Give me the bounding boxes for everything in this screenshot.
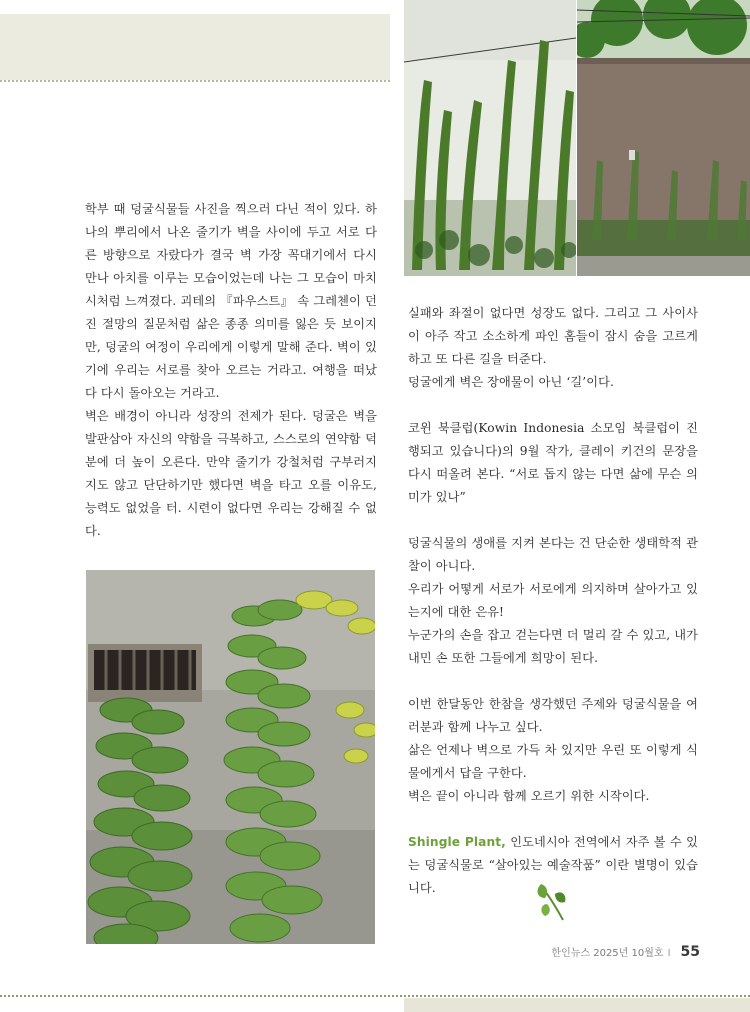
page-footer bbox=[520, 944, 700, 960]
left-article-column bbox=[85, 198, 377, 543]
page-number: 55 bbox=[680, 944, 700, 960]
article-paragraph: 벽은 끝이 아니라 함께 오르기 위한 시작이다. bbox=[408, 789, 650, 803]
photo-brown-wall-vines bbox=[577, 0, 750, 276]
right-article-column bbox=[408, 302, 698, 900]
article-paragraph: 코윈 북클럽(Kowin Indonesia 소모임 북클럽이 진행되고 있습니다)의 9월 작가, 클레이 키건의 문장을 다시 떠올려 본다. “서로 돕지 않는 다면 삶에 무슨 의미가 있나” bbox=[408, 421, 698, 504]
article-paragraph: 누군가의 손을 잡고 걷는다면 더 멀리 갈 수 있고, 내가 내민 손 또한 그들에게 희망이 된다. bbox=[408, 628, 698, 665]
article-paragraph: 덩굴식물의 생애를 지켜 본다는 건 단순한 생태학적 관찰이 아니다. bbox=[408, 536, 698, 573]
article-paragraph: 실패와 좌절이 없다면 성장도 없다. 그리고 그 사이사이 아주 작고 소소하게 파인 홈들이 잠시 숨을 고르게 하고 또 다른 길을 터준다. bbox=[408, 306, 698, 366]
footer-separator: I bbox=[667, 948, 671, 959]
photo-grey-wall-shingle-vines bbox=[86, 570, 375, 944]
article-paragraph: 벽은 배경이 아니라 성장의 전제가 된다. 덩굴은 벽을 발판삼아 자신의 약함을 극복하고, 스스로의 연약함 덕분에 더 높이 오른다. 만약 줄기가 강철처럼 구부러지지도 않고 단단하기만 했다면 벽을 타고 오를 이유도, 능력도 없었을 터. 시련이 없다면 우리는 강해질 수 없다. bbox=[85, 409, 377, 538]
article-paragraph: 덩굴에게 벽은 장애물이 아닌 ‘길’이다. bbox=[408, 375, 614, 389]
article-paragraph: 학부 때 덩굴식물들 사진을 찍으러 다닌 적이 있다. 하나의 뿌리에서 나온 줄기가 벽을 사이에 두고 서로 다른 방향으로 자랐다가 결국 벽 가장 꼭대기에서 다시 만나 아치를 이루는 모습이었는데 나는 그 모습이 마치 시처럼 느껴졌다. 괴테의 『파우스트』 속 그레첸이 던진 절망의 질문처럼 삶은 종종 의미를 잃은 듯 보이지만, 덩굴의 여정이 우리에게 이렇게 말해 준다. 벽이 있기에 우리는 서로를 찾아 오르는 거라고. 여행을 떠났다 다시 돌아오는 거라고. bbox=[85, 202, 377, 400]
bottom-decorative-band bbox=[404, 998, 750, 1012]
publication-name: 한인뉴스 2025년 10월호 bbox=[551, 948, 664, 959]
top-dotted-rule bbox=[0, 80, 390, 82]
leaf-sprig-icon bbox=[533, 880, 569, 924]
article-paragraph: 이번 한달동안 한참을 생각했던 주제와 덩굴식물을 여러분과 함께 나누고 싶다. bbox=[408, 697, 698, 734]
plant-name-highlight: Shingle Plant, bbox=[408, 835, 506, 849]
plant-note-text: 인도네시아 전역에서 자주 볼 수 있는 덩굴식물로 “살아있는 예술작품” 이란 별명이 있습니다. bbox=[408, 835, 698, 895]
photo-white-wall-vines bbox=[404, 0, 576, 276]
bottom-dotted-rule bbox=[0, 995, 750, 997]
article-paragraph: 삶은 언제나 벽으로 가득 차 있지만 우린 또 이렇게 식물에게서 답을 구한다. bbox=[408, 743, 698, 780]
top-decorative-band bbox=[0, 14, 390, 80]
article-paragraph: 우리가 어떻게 서로가 서로에게 의지하며 살아가고 있는지에 대한 은유! bbox=[408, 582, 698, 619]
